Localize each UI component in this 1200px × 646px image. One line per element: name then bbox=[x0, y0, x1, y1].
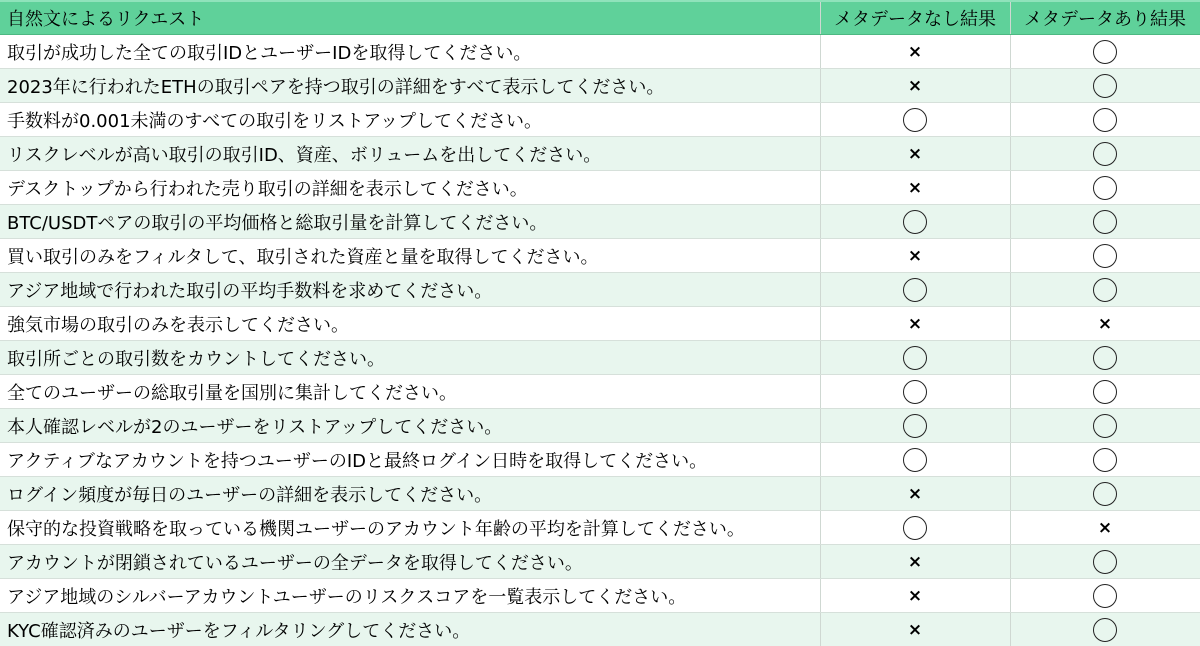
success-circle-icon bbox=[1093, 482, 1117, 506]
result-with-metadata-cell[interactable] bbox=[1010, 103, 1200, 137]
result-without-metadata-cell[interactable] bbox=[820, 341, 1010, 375]
result-with-metadata-cell[interactable] bbox=[1010, 375, 1200, 409]
result-without-metadata-cell[interactable] bbox=[820, 273, 1010, 307]
request-cell[interactable]: アジア地域で行われた取引の平均手数料を求めてください。 bbox=[0, 273, 820, 307]
request-cell[interactable]: リスクレベルが高い取引の取引ID、資産、ボリュームを出してください。 bbox=[0, 137, 820, 171]
table-row bbox=[0, 273, 1200, 307]
request-cell[interactable]: 強気市場の取引のみを表示してください。 bbox=[0, 307, 820, 341]
failure-cross-icon: × bbox=[907, 586, 923, 606]
header-request[interactable]: 自然文によるリクエスト bbox=[0, 1, 820, 35]
result-with-metadata-cell[interactable] bbox=[1010, 307, 1200, 341]
request-cell[interactable]: アクティブなアカウントを持つユーザーのIDと最終ログイン日時を取得してください。 bbox=[0, 443, 820, 477]
result-with-metadata-cell[interactable] bbox=[1010, 137, 1200, 171]
success-circle-icon bbox=[903, 346, 927, 370]
request-cell[interactable]: KYC確認済みのユーザーをフィルタリングしてください。 bbox=[0, 613, 820, 646]
success-circle-icon bbox=[1093, 40, 1117, 64]
result-without-metadata-cell[interactable] bbox=[820, 137, 1010, 171]
result-without-metadata-cell[interactable] bbox=[820, 307, 1010, 341]
result-without-metadata-cell[interactable] bbox=[820, 103, 1010, 137]
success-circle-icon bbox=[903, 108, 927, 132]
request-cell[interactable]: ログイン頻度が毎日のユーザーの詳細を表示してください。 bbox=[0, 477, 820, 511]
request-cell[interactable]: 取引所ごとの取引数をカウントしてください。 bbox=[0, 341, 820, 375]
result-without-metadata-cell[interactable] bbox=[820, 613, 1010, 646]
success-circle-icon bbox=[1093, 74, 1117, 98]
table-row bbox=[0, 613, 1200, 646]
table-row bbox=[0, 205, 1200, 239]
success-circle-icon bbox=[1093, 414, 1117, 438]
request-cell[interactable]: 本人確認レベルが2のユーザーをリストアップしてください。 bbox=[0, 409, 820, 443]
failure-cross-icon: × bbox=[907, 144, 923, 164]
table-row bbox=[0, 69, 1200, 103]
result-without-metadata-cell[interactable] bbox=[820, 579, 1010, 613]
table-row bbox=[0, 171, 1200, 205]
success-circle-icon bbox=[903, 414, 927, 438]
failure-cross-icon: × bbox=[907, 314, 923, 334]
failure-cross-icon: × bbox=[907, 484, 923, 504]
success-circle-icon bbox=[903, 516, 927, 540]
failure-cross-icon: × bbox=[1097, 518, 1113, 538]
request-cell[interactable]: デスクトップから行われた売り取引の詳細を表示してください。 bbox=[0, 171, 820, 205]
request-cell[interactable]: アカウントが閉鎖されているユーザーの全データを取得してください。 bbox=[0, 545, 820, 579]
failure-cross-icon: × bbox=[907, 246, 923, 266]
result-with-metadata-cell[interactable] bbox=[1010, 613, 1200, 646]
result-with-metadata-cell[interactable] bbox=[1010, 409, 1200, 443]
table-row bbox=[0, 137, 1200, 171]
success-circle-icon bbox=[903, 278, 927, 302]
result-without-metadata-cell[interactable] bbox=[820, 171, 1010, 205]
table-row bbox=[0, 409, 1200, 443]
failure-cross-icon: × bbox=[907, 178, 923, 198]
result-with-metadata-cell[interactable] bbox=[1010, 35, 1200, 69]
result-with-metadata-cell[interactable] bbox=[1010, 511, 1200, 545]
table-row bbox=[0, 35, 1200, 69]
result-with-metadata-cell[interactable] bbox=[1010, 341, 1200, 375]
result-without-metadata-cell[interactable] bbox=[820, 511, 1010, 545]
table-row bbox=[0, 239, 1200, 273]
request-cell[interactable]: 全てのユーザーの総取引量を国別に集計してください。 bbox=[0, 375, 820, 409]
result-without-metadata-cell[interactable] bbox=[820, 35, 1010, 69]
success-circle-icon bbox=[1093, 210, 1117, 234]
failure-cross-icon: × bbox=[907, 620, 923, 640]
result-without-metadata-cell[interactable] bbox=[820, 477, 1010, 511]
failure-cross-icon: × bbox=[907, 76, 923, 96]
request-cell[interactable]: 2023年に行われたETHの取引ペアを持つ取引の詳細をすべて表示してください。 bbox=[0, 69, 820, 103]
request-cell[interactable]: BTC/USDTペアの取引の平均価格と総取引量を計算してください。 bbox=[0, 205, 820, 239]
request-cell[interactable]: 保守的な投資戦略を取っている機関ユーザーのアカウント年齢の平均を計算してください。 bbox=[0, 511, 820, 545]
table-row bbox=[0, 477, 1200, 511]
result-without-metadata-cell[interactable] bbox=[820, 409, 1010, 443]
table-body bbox=[0, 35, 1200, 646]
table-row bbox=[0, 375, 1200, 409]
result-with-metadata-cell[interactable] bbox=[1010, 205, 1200, 239]
request-cell[interactable]: 買い取引のみをフィルタして、取引された資産と量を取得してください。 bbox=[0, 239, 820, 273]
result-without-metadata-cell[interactable] bbox=[820, 375, 1010, 409]
table-row bbox=[0, 545, 1200, 579]
success-circle-icon bbox=[1093, 584, 1117, 608]
failure-cross-icon: × bbox=[907, 552, 923, 572]
success-circle-icon bbox=[1093, 550, 1117, 574]
success-circle-icon bbox=[1093, 380, 1117, 404]
table-row bbox=[0, 443, 1200, 477]
header-with-metadata[interactable]: メタデータあり結果 bbox=[1010, 1, 1200, 35]
result-without-metadata-cell[interactable] bbox=[820, 205, 1010, 239]
header-row bbox=[0, 1, 1200, 35]
result-with-metadata-cell[interactable] bbox=[1010, 273, 1200, 307]
success-circle-icon bbox=[1093, 176, 1117, 200]
success-circle-icon bbox=[1093, 108, 1117, 132]
success-circle-icon bbox=[1093, 142, 1117, 166]
failure-cross-icon: × bbox=[1097, 314, 1113, 334]
result-without-metadata-cell[interactable] bbox=[820, 443, 1010, 477]
result-without-metadata-cell[interactable] bbox=[820, 545, 1010, 579]
success-circle-icon bbox=[903, 380, 927, 404]
success-circle-icon bbox=[1093, 244, 1117, 268]
success-circle-icon bbox=[1093, 278, 1117, 302]
table-row bbox=[0, 307, 1200, 341]
request-cell[interactable]: 手数料が0.001未満のすべての取引をリストアップしてください。 bbox=[0, 103, 820, 137]
result-with-metadata-cell[interactable] bbox=[1010, 579, 1200, 613]
result-with-metadata-cell[interactable] bbox=[1010, 477, 1200, 511]
result-with-metadata-cell[interactable] bbox=[1010, 69, 1200, 103]
table-row bbox=[0, 341, 1200, 375]
result-with-metadata-cell[interactable] bbox=[1010, 171, 1200, 205]
result-with-metadata-cell[interactable] bbox=[1010, 545, 1200, 579]
result-without-metadata-cell[interactable] bbox=[820, 69, 1010, 103]
table-row bbox=[0, 579, 1200, 613]
success-circle-icon bbox=[903, 448, 927, 472]
success-circle-icon bbox=[903, 210, 927, 234]
result-without-metadata-cell[interactable] bbox=[820, 239, 1010, 273]
success-circle-icon bbox=[1093, 346, 1117, 370]
success-circle-icon bbox=[1093, 618, 1117, 642]
request-cell[interactable]: アジア地域のシルバーアカウントユーザーのリスクスコアを一覧表示してください。 bbox=[0, 579, 820, 613]
result-with-metadata-cell[interactable] bbox=[1010, 239, 1200, 273]
table-row bbox=[0, 103, 1200, 137]
failure-cross-icon: × bbox=[907, 42, 923, 62]
header-without-metadata[interactable]: メタデータなし結果 bbox=[820, 1, 1010, 35]
request-cell[interactable]: 取引が成功した全ての取引IDとユーザーIDを取得してください。 bbox=[0, 35, 820, 69]
result-with-metadata-cell[interactable] bbox=[1010, 443, 1200, 477]
success-circle-icon bbox=[1093, 448, 1117, 472]
table-row bbox=[0, 511, 1200, 545]
